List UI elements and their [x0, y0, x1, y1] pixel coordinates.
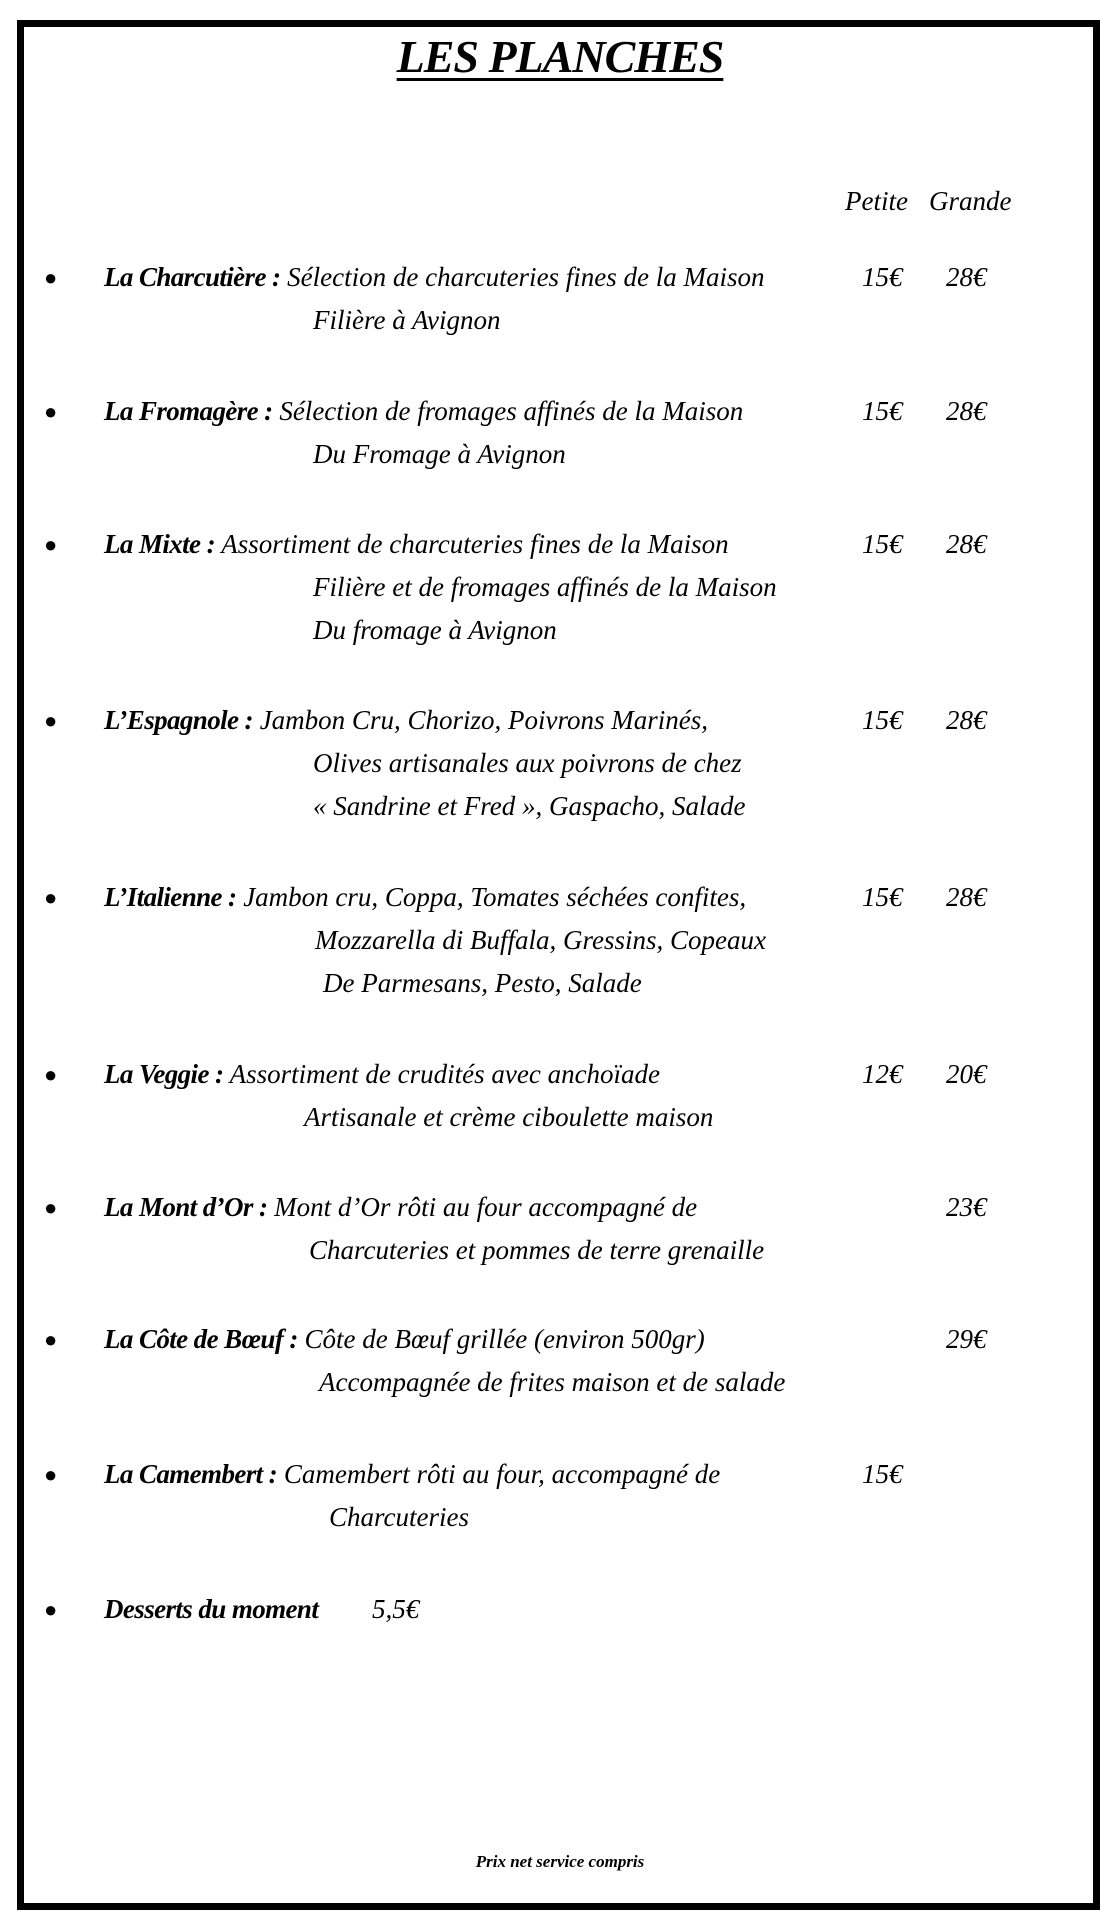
dessert-price: 5,5€ [372, 1594, 420, 1624]
item-description-line: Côte de Bœuf grillée (environ 500gr) [304, 1324, 705, 1354]
footer-note: Prix net service compris [475, 1852, 645, 1871]
item-first-line [104, 699, 708, 742]
bullet-icon: ● [44, 885, 58, 910]
item-name: La Côte de Bœuf : [104, 1324, 298, 1354]
item-first-line [104, 523, 729, 566]
price-grande: 28€ [946, 882, 987, 912]
item-name: La Charcutière : [104, 262, 281, 292]
item-description-line: De Parmesans, Pesto, Salade [323, 968, 642, 998]
bullet-icon: ● [44, 1062, 58, 1087]
item-name: L’Espagnole : [104, 705, 253, 735]
item-description-line: Du Fromage à Avignon [313, 439, 566, 469]
dessert-name: Desserts du moment [104, 1594, 319, 1624]
bullet-icon: ● [44, 532, 58, 557]
item-first-line [104, 1053, 660, 1096]
column-header-petite: Petite [845, 186, 908, 216]
price-petite: 12€ [862, 1059, 903, 1089]
item-first-line [104, 1453, 720, 1496]
price-petite: 15€ [862, 529, 903, 559]
item-description-line: Filière et de fromages affinés de la Maison [313, 572, 777, 602]
item-name: La Mont d’Or : [104, 1192, 268, 1222]
price-grande: 23€ [946, 1192, 987, 1222]
item-description-line: Mont d’Or rôti au four accompagné de [274, 1192, 698, 1222]
bullet-icon: ● [44, 1327, 58, 1352]
price-petite: 15€ [862, 705, 903, 735]
price-petite: 15€ [862, 882, 903, 912]
item-name: La Veggie : [104, 1059, 224, 1089]
item-description-line: Filière à Avignon [313, 305, 501, 335]
item-first-line [104, 1318, 705, 1361]
bullet-icon: ● [44, 1597, 58, 1622]
item-first-line [104, 1186, 697, 1229]
price-petite: 15€ [862, 262, 903, 292]
item-first-line [104, 876, 746, 919]
bullet-icon: ● [44, 399, 58, 424]
item-description-line: Du fromage à Avignon [313, 615, 557, 645]
price-grande: 28€ [946, 705, 987, 735]
item-description-line: Jambon cru, Coppa, Tomates séchées confites, [243, 882, 747, 912]
item-name: L’Italienne : [104, 882, 237, 912]
item-description-line: « Sandrine et Fred », Gaspacho, Salade [313, 791, 746, 821]
bullet-icon: ● [44, 1195, 58, 1220]
item-description-line: Artisanale et crème ciboulette maison [304, 1102, 714, 1132]
price-petite: 15€ [862, 1459, 903, 1489]
price-grande: 28€ [946, 396, 987, 426]
item-description-line: Assortiment de charcuteries fines de la Maison [221, 529, 729, 559]
item-description-line: Charcuteries et pommes de terre grenaille [309, 1235, 765, 1265]
item-name: La Fromagère : [104, 396, 273, 426]
item-name: La Mixte : [104, 529, 215, 559]
item-description-line: Olives artisanales aux poivrons de chez [313, 748, 742, 778]
menu-title [0, 30, 1120, 83]
price-petite: 15€ [862, 396, 903, 426]
item-description-line: Jambon Cru, Chorizo, Poivrons Marinés, [259, 705, 708, 735]
bullet-icon: ● [44, 708, 58, 733]
item-description-line: Camembert rôti au four, accompagné de [283, 1459, 721, 1489]
bullet-icon: ● [44, 265, 58, 290]
menu-title-text: LES PLANCHES [396, 31, 724, 82]
item-first-line [104, 256, 765, 299]
price-grande: 28€ [946, 529, 987, 559]
column-header-grande: Grande [929, 186, 1012, 216]
item-description-line: Sélection de charcuteries fines de la Maison [287, 262, 765, 292]
item-description-line: Sélection de fromages affinés de la Maison [279, 396, 744, 426]
bullet-icon: ● [44, 1462, 58, 1487]
item-description-line: Assortiment de crudités avec anchoïade [229, 1059, 661, 1089]
price-grande: 20€ [946, 1059, 987, 1089]
price-grande: 28€ [946, 262, 987, 292]
price-grande: 29€ [946, 1324, 987, 1354]
item-description-line: Accompagnée de frites maison et de salade [319, 1367, 786, 1397]
item-description-line: Charcuteries [329, 1502, 469, 1532]
item-first-line [104, 390, 743, 433]
item-name: La Camembert : [104, 1459, 278, 1489]
item-description-line: Mozzarella di Buffala, Gressins, Copeaux [315, 925, 766, 955]
